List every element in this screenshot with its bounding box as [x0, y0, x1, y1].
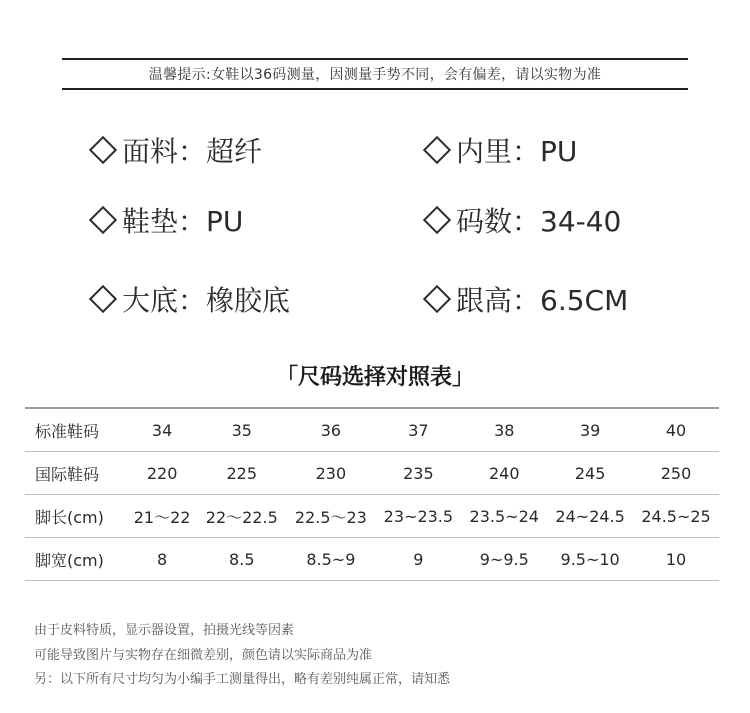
spec-insole: [88, 200, 243, 240]
table-cell: 39: [547, 408, 633, 452]
table-cell: 38: [461, 408, 547, 452]
diamond-icon: [423, 136, 451, 164]
table-cell: 24~24.5: [547, 495, 633, 538]
table-cell: 9~9.5: [461, 538, 547, 581]
spec-lining: [422, 130, 577, 170]
table-cell: 240: [461, 452, 547, 495]
diamond-icon: [89, 206, 117, 234]
table-cell: 35: [197, 408, 286, 452]
spec-material: [88, 130, 262, 170]
diamond-icon: [423, 206, 451, 234]
disclaimer-notes: [34, 619, 450, 693]
spec-outsole-label: 大底：橡胶底: [122, 284, 291, 317]
notice-text: 温馨提示:女鞋以36码测量，因测量手势不同，会有偏差，请以实物为准: [148, 67, 602, 83]
diamond-icon: [423, 285, 451, 313]
table-cell: 220: [127, 452, 197, 495]
table-row: [25, 495, 719, 538]
size-table-title: 「尺码选择对照表」: [275, 365, 474, 390]
table-row: [25, 452, 719, 495]
size-table: [25, 407, 719, 581]
row-header: 标准鞋码: [25, 408, 127, 452]
table-cell: 22～22.5: [197, 495, 286, 538]
row-header: 脚长(cm): [25, 495, 127, 538]
spec-heel-height-label: 跟高：6.5CM: [456, 284, 629, 317]
note-line: 可能导致图片与实物存在细微差别，颜色请以实际商品为准: [34, 647, 373, 663]
spec-insole-label: 鞋垫：PU: [122, 205, 244, 238]
table-cell: 34: [127, 408, 197, 452]
table-cell: 8.5~9: [286, 538, 375, 581]
table-cell: 8: [127, 538, 197, 581]
spec-sizes: [422, 200, 621, 240]
table-cell: 21～22: [127, 495, 197, 538]
spec-sizes-label: 码数：34-40: [456, 205, 622, 238]
table-cell: 9.5~10: [547, 538, 633, 581]
row-header: 脚宽(cm): [25, 538, 127, 581]
table-row: [25, 538, 719, 581]
row-header: 国际鞋码: [25, 452, 127, 495]
table-cell: 225: [197, 452, 286, 495]
table-cell: 36: [286, 408, 375, 452]
diamond-icon: [89, 285, 117, 313]
table-cell: 24.5~25: [633, 495, 719, 538]
table-cell: 23~23.5: [375, 495, 461, 538]
table-cell: 230: [286, 452, 375, 495]
table-cell: 8.5: [197, 538, 286, 581]
notice-banner: [62, 58, 688, 90]
spec-outsole: [88, 279, 290, 319]
table-cell: 9: [375, 538, 461, 581]
table-cell: 250: [633, 452, 719, 495]
spec-material-label: 面料：超纤: [122, 135, 263, 168]
table-row: [25, 408, 719, 452]
table-cell: 235: [375, 452, 461, 495]
diamond-icon: [89, 136, 117, 164]
note-line: 由于皮料特质，显示器设置，拍摄光线等因素: [34, 623, 295, 638]
table-cell: 23.5~24: [461, 495, 547, 538]
note-line: 另：以下所有尺寸均匀为小编手工测量得出，略有差别纯属正常，请知悉: [34, 672, 451, 687]
table-cell: 245: [547, 452, 633, 495]
table-cell: 10: [633, 538, 719, 581]
table-cell: 37: [375, 408, 461, 452]
table-cell: 40: [633, 408, 719, 452]
spec-heel-height: [422, 279, 628, 319]
table-cell: 22.5～23: [286, 495, 375, 538]
spec-lining-label: 内里：PU: [456, 135, 578, 168]
